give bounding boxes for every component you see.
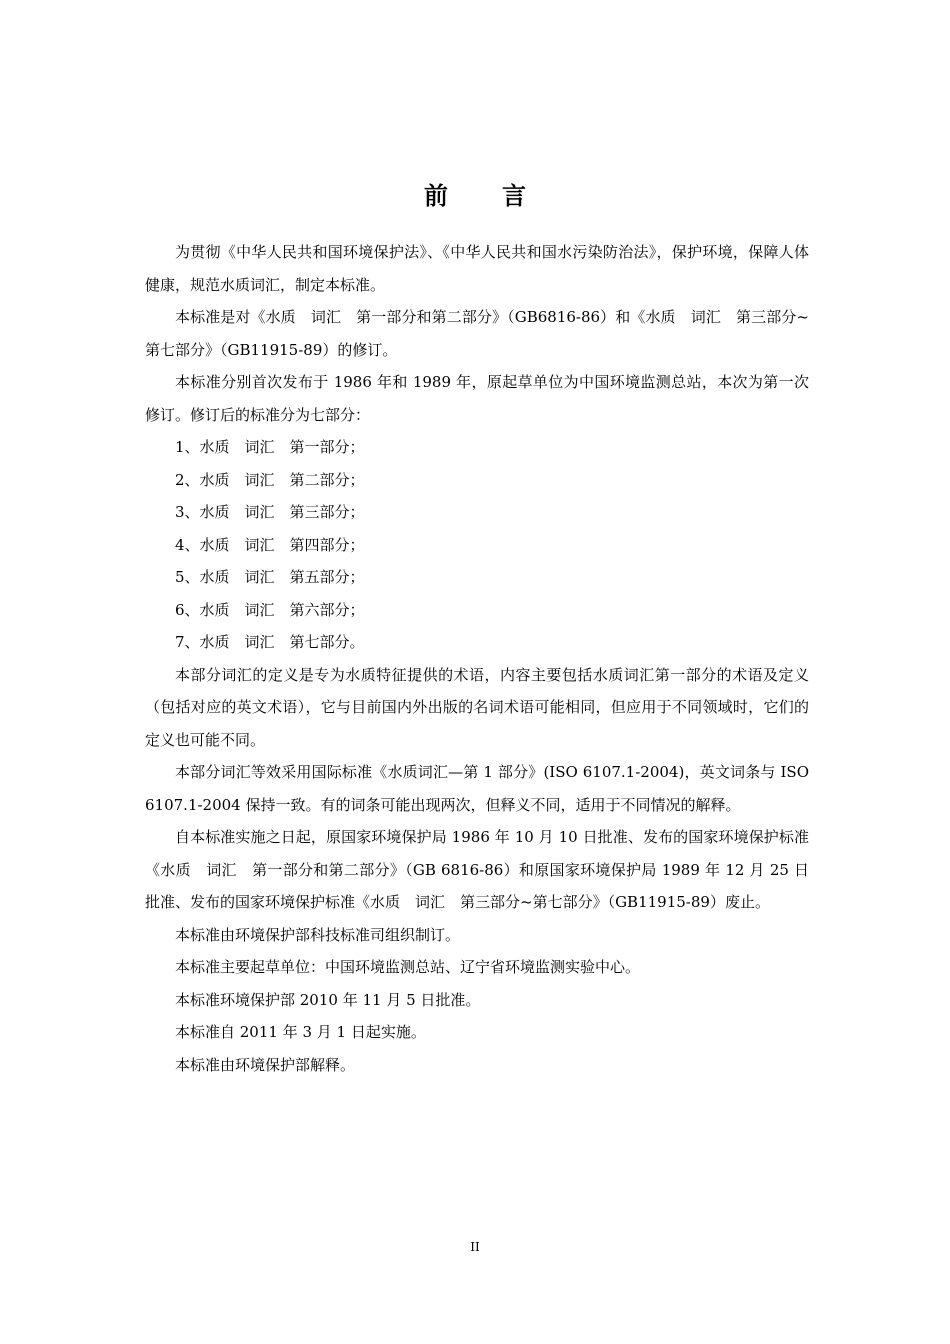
paragraph: 本标准分别首次发布于 1986 年和 1989 年，原起草单位为中国环境监测总站，本次为第一次修订。修订后的标准分为七部分： bbox=[145, 373, 809, 424]
list-item: 4、水质 词汇 第四部分； bbox=[175, 535, 365, 554]
paragraph: 为贯彻《中华人民共和国环境保护法》、《中华人民共和国水污染防治法》，保护环境，保障人体健康，规范水质词汇，制定本标准。 bbox=[145, 243, 809, 294]
paragraph: 本标准环境保护部 2010 年 11 月 5 日批准。 bbox=[175, 990, 481, 1009]
paragraph: 本标准主要起草单位：中国环境监测总站、辽宁省环境监测实验中心。 bbox=[175, 958, 641, 976]
paragraph: 本标准自 2011 年 3 月 1 日起实施。 bbox=[175, 1023, 426, 1041]
page-title bbox=[0, 176, 950, 211]
paragraph: 本部分词汇的定义是专为水质特征提供的术语，内容主要包括水质词汇第一部分的术语及定义（包括对应的英文术语），它与目前国内外出版的名词术语可能相同，但应用于不同领域时，它们的定义也可能不同。 bbox=[145, 665, 809, 749]
list-item: 3、水质 词汇 第三部分； bbox=[175, 503, 365, 521]
paragraph: 本标准是对《水质 词汇 第一部分和第二部分》（GB6816-86）和《水质 词汇 第三部分~第七部分》（GB11915-89）的修订。 bbox=[145, 308, 809, 359]
list-item: 6、水质 词汇 第六部分； bbox=[175, 600, 365, 619]
list-item: 5、水质 词汇 第五部分； bbox=[175, 568, 365, 586]
list-item: 2、水质 词汇 第二部分； bbox=[175, 470, 365, 489]
title-char-1: 前 bbox=[424, 182, 448, 210]
paragraph: 本部分词汇等效采用国际标准《水质词汇—第 1 部分》(ISO 6107.1-2004)，英文词条与 ISO 6107.1-2004 保持一致。有的词条可能出现两次，但释义不同，适用于不同情况的解释。 bbox=[145, 763, 809, 814]
paragraph: 本标准由环境保护部解释。 bbox=[175, 1055, 356, 1074]
paragraph: 自本标准实施之日起，原国家环境保护局 1986 年 10 月 10 日批准、发布的国家环境保护标准《水质 词汇 第一部分和第二部分》（GB 6816-86）和原国家环境保护局 1989 年 12 月 25 日批准、发布的国家环境保护标准《水质 词汇 第三部分~第七部分》（GB11915-89）废止。 bbox=[145, 828, 809, 911]
list-item: 1、水质 词汇 第一部分； bbox=[175, 438, 365, 456]
title-char-2: 言 bbox=[502, 182, 526, 210]
page-number: II bbox=[470, 1240, 480, 1254]
list-item: 7、水质 词汇 第七部分。 bbox=[175, 633, 365, 651]
document-body bbox=[145, 236, 809, 1081]
paragraph: 本标准由环境保护部科技标准司组织制订。 bbox=[175, 925, 461, 944]
